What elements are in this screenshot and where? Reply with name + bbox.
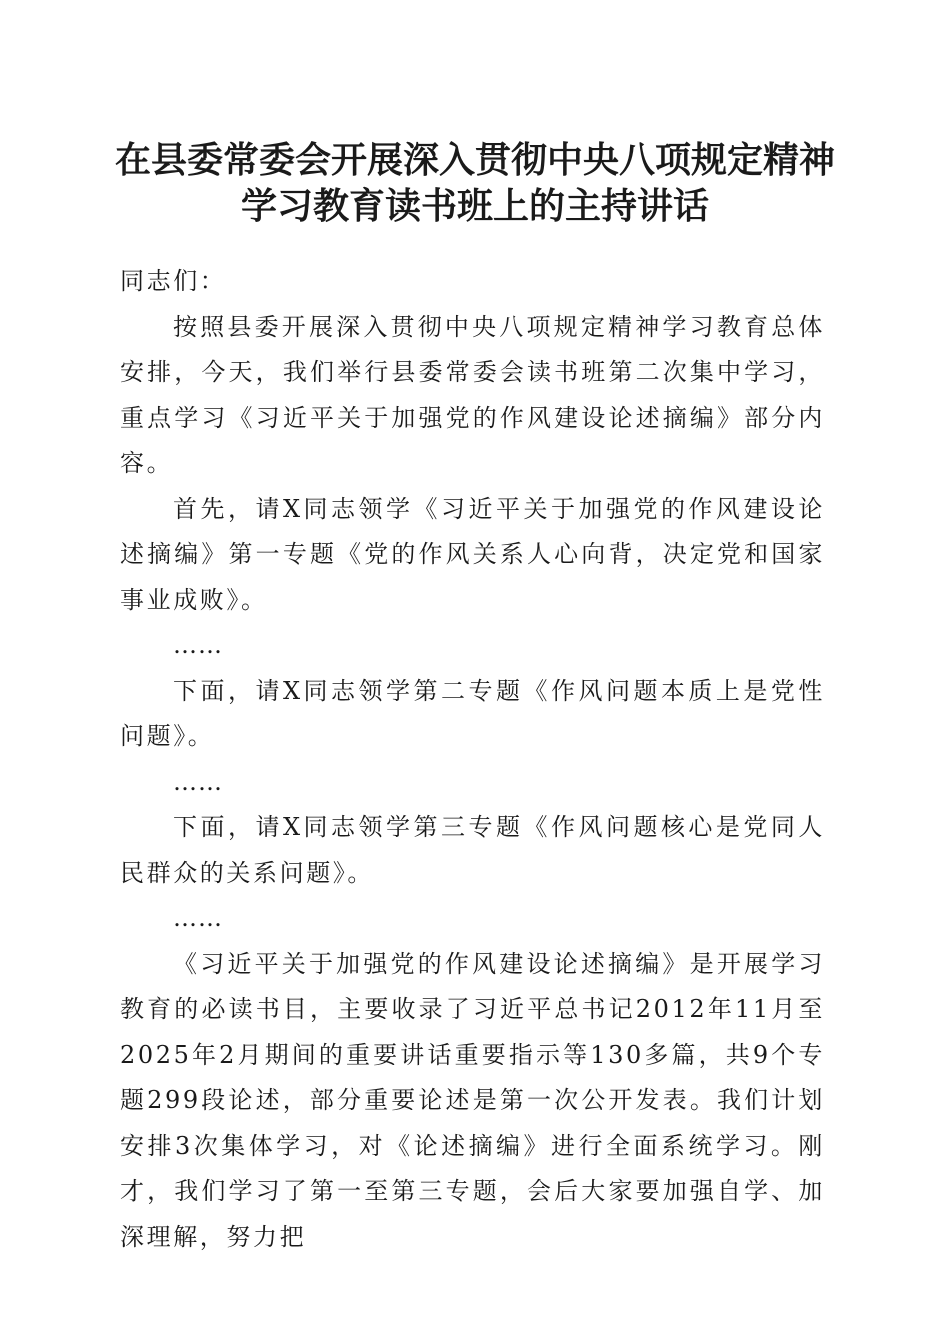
paragraph-ellipsis-1: …… <box>173 631 223 659</box>
document-body <box>120 259 825 1260</box>
paragraph-topic-1: 首先，请X同志领学《习近平关于加强党的作风建设论述摘编》第一专题《党的作风关系人心向背，决定党和国家事业成败》。 <box>120 494 825 614</box>
document-title-line-1: 在县委常委会开展深入贯彻中央八项规定精神 <box>114 139 835 181</box>
paragraph-intro: 按照县委开展深入贯彻中央八项规定精神学习教育总体安排，今天，我们举行县委常委会读书班第二次集中学习，重点学习《习近平关于加强党的作风建设论述摘编》部分内容。 <box>120 312 825 477</box>
paragraph-ellipsis-2: …… <box>173 767 223 796</box>
paragraph-topic-2: 下面，请X同志领学第二专题《作风问题本质上是党性问题》。 <box>120 676 825 750</box>
document-title-line-2: 学习教育读书班上的主持讲话 <box>240 185 709 227</box>
paragraph-topic-3: 下面，请X同志领学第三专题《作风问题核心是党同人民群众的关系问题》。 <box>120 813 825 887</box>
paragraph-ellipsis-3: …… <box>173 904 223 932</box>
paragraph-summary: 《习近平关于加强党的作风建设论述摘编》是开展学习教育的必读书目，主要收录了习近平总书记2012年11月至2025年2月期间的重要讲话重要指示等130多篇，共9个专题299段论述，部分重要论述是第一次公开发表。我们计划安排3次集体学习，对《论述摘编》进行全面系统学习。刚才，我们学习了第一至第三专题，会后大家要加强自学、加深理解，努力把 <box>120 949 825 1251</box>
salutation: 同志们： <box>120 267 227 295</box>
